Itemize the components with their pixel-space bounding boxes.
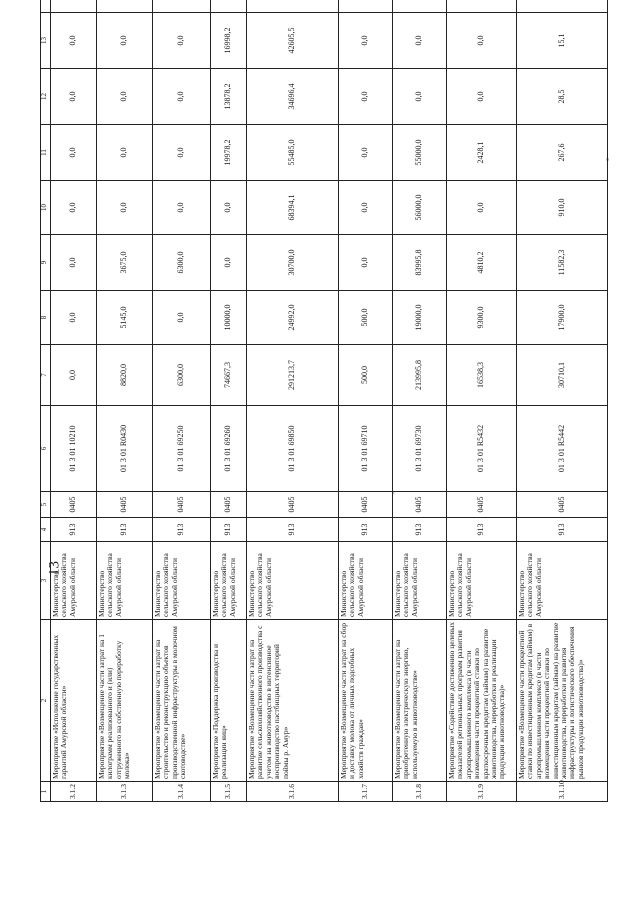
value-cell: 24992,0 xyxy=(247,291,339,345)
value-cell xyxy=(247,0,339,13)
value-cell: 0,0 xyxy=(153,13,211,69)
csr-code: 01 3 01 10210 xyxy=(51,406,97,492)
value-cell: 83995,8 xyxy=(393,235,447,291)
value-cell: 0,0 xyxy=(393,69,447,125)
column-header-10: 10 xyxy=(41,181,51,235)
csr-code: 01 3 01 69850 xyxy=(247,406,339,492)
row-number: 3.1.6 xyxy=(247,782,339,802)
rotated-table-wrapper xyxy=(40,0,600,802)
event-name: Мероприятие «Возмещение части затрат на сбор и доставку молока от личных подсобных хозяйств граждан» xyxy=(339,620,393,782)
executor: Министерство сельского хозяйства Амурской области xyxy=(247,542,339,620)
table-row xyxy=(447,0,517,802)
rzpr-code: 0405 xyxy=(447,492,517,518)
header-row xyxy=(41,0,51,802)
rzpr-code: 0405 xyxy=(97,492,153,518)
value-cell xyxy=(153,0,211,13)
value-cell: 0,0 xyxy=(339,181,393,235)
value-cell: 9300,0 xyxy=(447,291,517,345)
event-name: Мероприятие «Возмещение части затрат на 1 килограмм реализованного и (или) отгруженного на собственную переработку молока» xyxy=(97,620,153,782)
value-cell xyxy=(211,0,247,13)
value-cell: 267,6 xyxy=(517,125,608,181)
scan-mark: ʳ xyxy=(393,489,395,499)
value-cell: 3675,0 xyxy=(97,235,153,291)
value-cell: 16998,2 xyxy=(211,13,247,69)
value-cell: 0,0 xyxy=(339,125,393,181)
value-cell: 0,0 xyxy=(153,181,211,235)
rzpr-code: 0405 xyxy=(393,492,447,518)
row-number: 3.1.10 xyxy=(517,782,608,802)
row-number: 3.1.3 xyxy=(97,782,153,802)
value-cell: 4810,2 xyxy=(447,235,517,291)
value-cell: 42605,5 xyxy=(247,13,339,69)
rzpr-code: 0405 xyxy=(339,492,393,518)
executor: Министерство сельского хозяйства Амурской области xyxy=(517,542,608,620)
value-cell: 0,0 xyxy=(51,235,97,291)
executor: Министерство сельского хозяйства Амурской области xyxy=(97,542,153,620)
csr-code: 01 3 01 69250 xyxy=(153,406,211,492)
value-cell xyxy=(51,0,97,13)
column-header-13: 13 xyxy=(41,13,51,69)
csr-code: 01 3 01 R0430 xyxy=(97,406,153,492)
grbs-code: 913 xyxy=(393,518,447,542)
value-cell: 0,0 xyxy=(97,13,153,69)
value-cell: 8820,0 xyxy=(97,345,153,406)
value-cell: 34696,4 xyxy=(247,69,339,125)
value-cell: 0,0 xyxy=(51,125,97,181)
grbs-code: 913 xyxy=(339,518,393,542)
column-header-3: 3 xyxy=(41,542,51,620)
value-cell: 0,0 xyxy=(211,181,247,235)
grbs-code: 913 xyxy=(153,518,211,542)
column-header-11: 11 xyxy=(41,125,51,181)
page-number: 13 xyxy=(46,561,63,576)
value-cell: 0,0 xyxy=(339,69,393,125)
value-cell: 910,0 xyxy=(517,181,608,235)
column-header-4: 4 xyxy=(41,518,51,542)
rzpr-code: 0405 xyxy=(153,492,211,518)
row-number: 3.1.8 xyxy=(393,782,447,802)
executor: Министерство сельского хозяйства Амурской области xyxy=(393,542,447,620)
value-cell: 0,0 xyxy=(447,181,517,235)
row-number: 3.1.4 xyxy=(153,782,211,802)
table-row xyxy=(339,0,393,802)
value-cell: 500,0 xyxy=(339,345,393,406)
grbs-code: 913 xyxy=(447,518,517,542)
value-cell: 0,0 xyxy=(51,181,97,235)
value-cell: 0,0 xyxy=(97,125,153,181)
column-header-6: 6 xyxy=(41,406,51,492)
table-row xyxy=(153,0,211,802)
grbs-code: 913 xyxy=(247,518,339,542)
value-cell: 0,0 xyxy=(153,125,211,181)
column-header-1: 1 xyxy=(41,782,51,802)
value-cell: 2428,1 xyxy=(447,125,517,181)
value-cell: 0,0 xyxy=(97,69,153,125)
rzpr-code: 0405 xyxy=(247,492,339,518)
value-cell: 0,0 xyxy=(51,291,97,345)
csr-code: 01 3 01 R5442 xyxy=(517,406,608,492)
value-cell: 11582,3 xyxy=(517,235,608,291)
row-number: 3.1.2 xyxy=(51,782,97,802)
csr-code: 01 3 01 R5432 xyxy=(447,406,517,492)
column-header-12: 12 xyxy=(41,69,51,125)
value-cell: 6300,0 xyxy=(153,235,211,291)
value-cell xyxy=(447,0,517,13)
value-cell: 74667,3 xyxy=(211,345,247,406)
value-cell: 0,0 xyxy=(51,69,97,125)
value-cell: 0,0 xyxy=(339,235,393,291)
value-cell xyxy=(97,0,153,13)
value-cell: 30710,1 xyxy=(517,345,608,406)
event-name: Мероприятие «Поддержка производства и реализации яиц» xyxy=(211,620,247,782)
value-cell: 56000,0 xyxy=(393,181,447,235)
rzpr-code: 0405 xyxy=(517,492,608,518)
value-cell xyxy=(393,0,447,13)
value-cell: 213995,8 xyxy=(393,345,447,406)
executor: Министерство сельского хозяйства Амурской области xyxy=(339,542,393,620)
value-cell: 30700,0 xyxy=(247,235,339,291)
column-header-14 xyxy=(41,0,51,13)
value-cell: 28,5 xyxy=(517,69,608,125)
executor: Министерство сельского хозяйства Амурской области xyxy=(211,542,247,620)
table-row xyxy=(211,0,247,802)
column-header-2: 2 xyxy=(41,620,51,782)
event-name: Мероприятие «Возмещение части затрат на приобретенную электрическую энергию, используемую в животноводстве» xyxy=(393,620,447,782)
value-cell: 13878,2 xyxy=(211,69,247,125)
value-cell: 500,0 xyxy=(339,291,393,345)
executor: Министерство сельского хозяйства Амурской области xyxy=(51,542,97,620)
event-name: Мероприятие «Содействие достижению целевых показателей региональных программ развития агропромышленного комплекса (в части возмещения части процентной ставки по краткосрочным кредитам (займам) на развитие животноводства, переработки и реализации продукции животноводства)» xyxy=(447,620,517,782)
value-cell: 0,0 xyxy=(211,235,247,291)
grbs-code: 913 xyxy=(211,518,247,542)
grbs-code: 913 xyxy=(51,518,97,542)
value-cell: 55485,0 xyxy=(247,125,339,181)
value-cell: 15,1 xyxy=(517,13,608,69)
event-name: Мероприятие «Исполнение государственных гарантий Амурской области» xyxy=(51,620,97,782)
table-row xyxy=(393,0,447,802)
event-name: Мероприятие «Возмещение части процентной ставки по инвестиционным кредитам (займам) в агропромышленном комплексе (в части возмещения части процентной ставки по инвестиционным кредитам (займам) на развитие животноводства, переработки и развития инфраструктуры и логистического обеспечения рынков продукции животноводства)» xyxy=(517,620,608,782)
column-header-8: 8 xyxy=(41,291,51,345)
value-cell: 5145,0 xyxy=(97,291,153,345)
row-number: 3.1.5 xyxy=(211,782,247,802)
value-cell: 17900,0 xyxy=(517,291,608,345)
value-cell: 0,0 xyxy=(339,13,393,69)
table-row xyxy=(97,0,153,802)
event-name: Мероприятие «Возмещение части затрат на строительство и реконструкцию объектов производственной инфраструктуры в молочном скотоводстве» xyxy=(153,620,211,782)
grbs-code: 913 xyxy=(97,518,153,542)
value-cell: 0,0 xyxy=(447,69,517,125)
value-cell: 0,0 xyxy=(393,13,447,69)
value-cell: 10000,0 xyxy=(211,291,247,345)
rzpr-code: 0405 xyxy=(51,492,97,518)
value-cell: 291213,7 xyxy=(247,345,339,406)
csr-code: 01 3 01 69260 xyxy=(211,406,247,492)
csr-code: 01 3 01 69710 xyxy=(339,406,393,492)
rzpr-code: 0405 xyxy=(211,492,247,518)
executor: Министерство сельского хозяйства Амурской области xyxy=(153,542,211,620)
value-cell: 0,0 xyxy=(51,345,97,406)
value-cell: 16538,3 xyxy=(447,345,517,406)
table-row xyxy=(517,0,608,802)
value-cell: 19000,0 xyxy=(393,291,447,345)
value-cell: 55000,0 xyxy=(393,125,447,181)
column-header-7: 7 xyxy=(41,345,51,406)
value-cell: 0,0 xyxy=(51,13,97,69)
budget-table xyxy=(40,0,608,802)
table-body xyxy=(41,0,608,802)
column-header-9: 9 xyxy=(41,235,51,291)
csr-code: 01 3 01 69730 xyxy=(393,406,447,492)
value-cell: 0,0 xyxy=(97,181,153,235)
table-row xyxy=(51,0,97,802)
value-cell: 6300,0 xyxy=(153,345,211,406)
row-number: 3.1.9 xyxy=(447,782,517,802)
row-number: 3.1.7 xyxy=(339,782,393,802)
value-cell: 68394,1 xyxy=(247,181,339,235)
value-cell: 0,0 xyxy=(153,291,211,345)
table-row xyxy=(247,0,339,802)
grbs-code: 913 xyxy=(517,518,608,542)
executor: Министерство сельского хозяйства Амурской области xyxy=(447,542,517,620)
value-cell: 0,0 xyxy=(447,13,517,69)
event-name: Мероприятие «Возмещение части затрат на развитие сельскохозяйственного производства с учетом на животноводство в интенсивное воспроизводство пастбищных территорий поймы р. Амур» xyxy=(247,620,339,782)
value-cell: 0,0 xyxy=(153,69,211,125)
column-header-5: 5 xyxy=(41,492,51,518)
value-cell xyxy=(339,0,393,13)
value-cell: 19978,2 xyxy=(211,125,247,181)
value-cell xyxy=(517,0,608,13)
